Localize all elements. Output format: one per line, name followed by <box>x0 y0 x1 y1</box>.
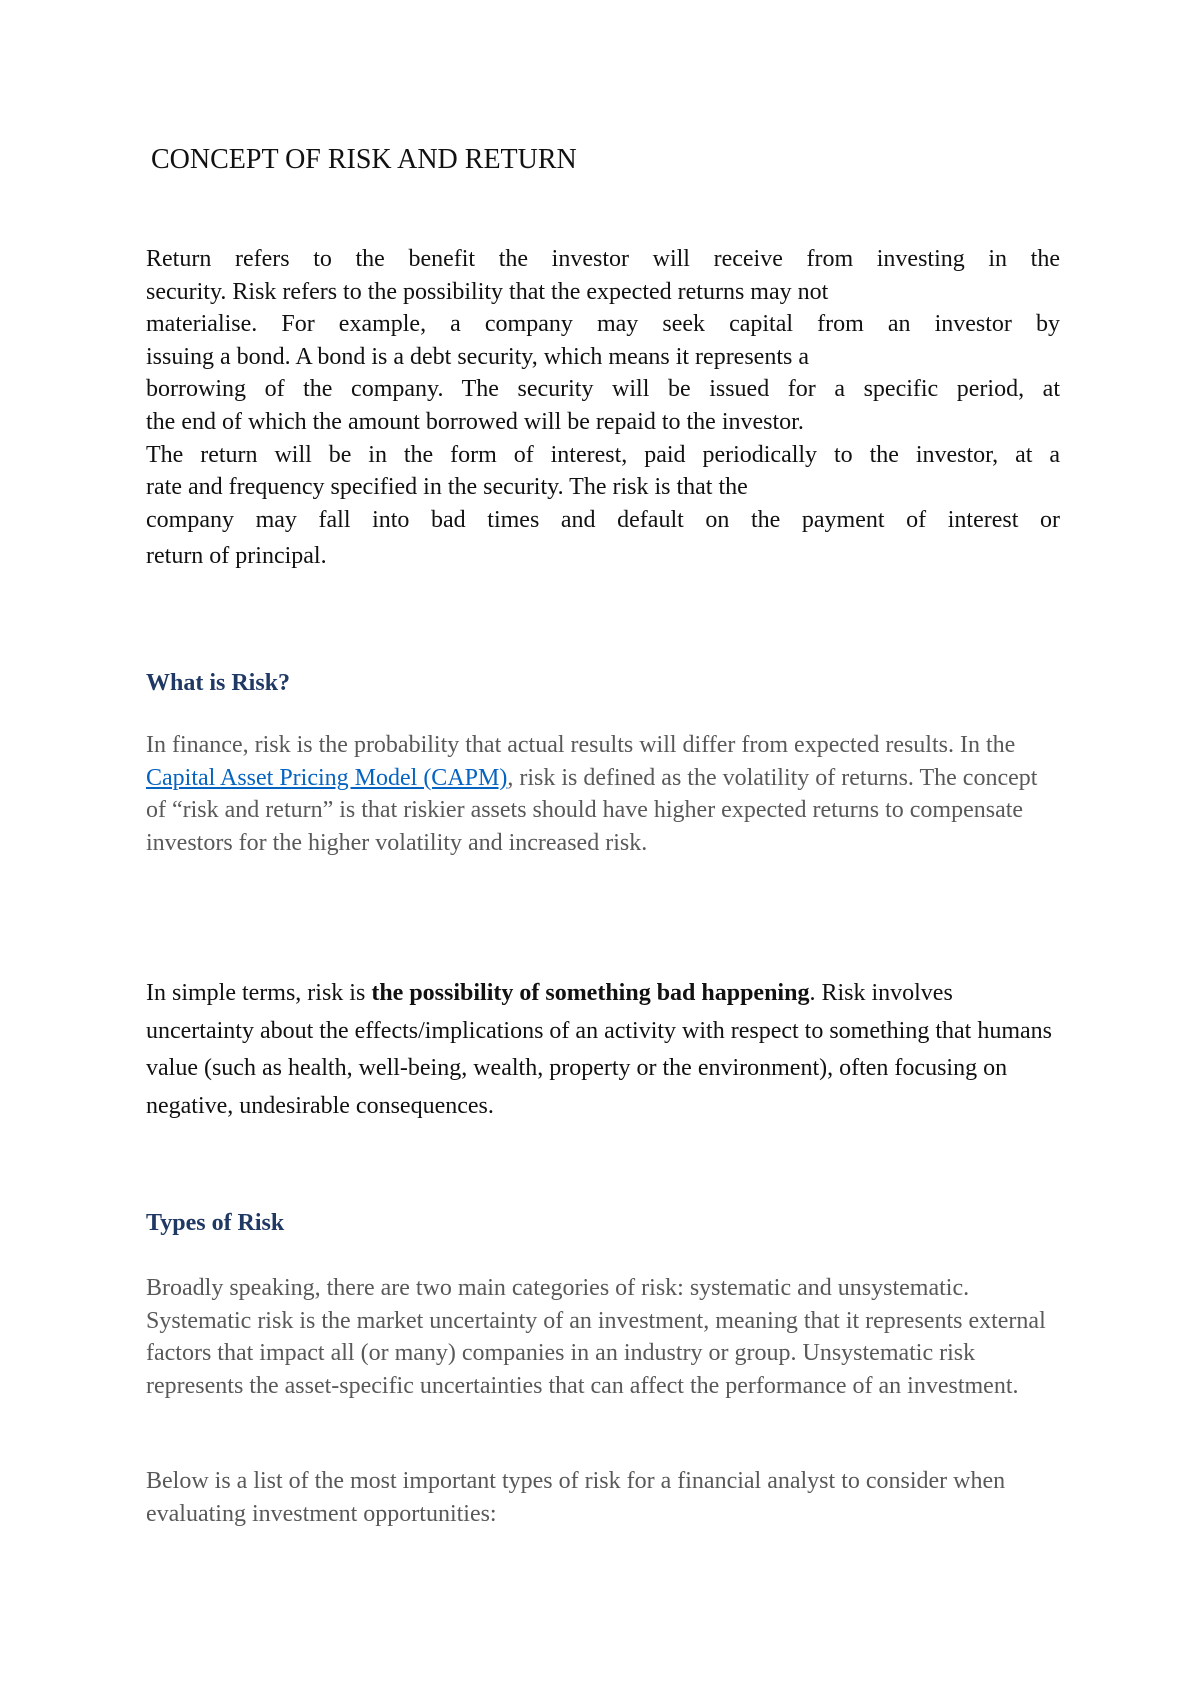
intro-line: Return refers to the benefit the investor will receive from investing in the <box>146 246 1060 272</box>
risk-definition-paragraph <box>146 729 1060 859</box>
intro-line: borrowing of the company. The security will be issued for a specific period, at <box>146 376 1060 403</box>
intro-line: materialise. For example, a company may seek capital from an investor by <box>146 311 1060 338</box>
simple-terms-bold: the possibility of something bad happening <box>371 980 810 1006</box>
intro-line: security. Risk refers to the possibility that the expected returns may not <box>146 278 829 305</box>
simple-terms-text-cont: . Risk involves uncertainty about the effects/implications of an activity with respect to something that humans value (such as health, well-being, wealth, property or the environment), often focusing on negative, undesirable consequences. <box>146 980 1052 1119</box>
section-heading-what-is-risk: What is Risk? <box>146 670 291 696</box>
simple-terms-paragraph <box>146 975 1060 1125</box>
intro-line: return of principal. <box>146 543 327 570</box>
section-heading-types-of-risk: Types of Risk <box>146 1210 285 1236</box>
intro-paragraph <box>146 243 1060 573</box>
risk-list-intro-paragraph <box>146 1465 1060 1530</box>
intro-line: company may fall into bad times and default on the payment of interest or <box>146 506 1060 533</box>
capm-link[interactable]: Capital Asset Pricing Model (CAPM) <box>146 764 508 791</box>
risk-definition-text: In finance, risk is the probability that actual results will differ from expected results. In the <box>146 732 1016 758</box>
intro-line: The return will be in the form of interest, paid periodically to the investor, at a <box>146 441 1060 468</box>
simple-terms-text: In simple terms, risk is <box>146 980 372 1006</box>
intro-line: the end of which the amount borrowed will be repaid to the investor. <box>146 408 804 435</box>
risk-definition-text-cont: , risk is defined as the volatility of returns. The concept of “risk and return” is that riskier assets should have higher expected returns to compensate investors for the higher volatility and increased risk. <box>146 764 1038 856</box>
intro-line: issuing a bond. A bond is a debt security, which means it represents a <box>146 343 809 370</box>
page-title: CONCEPT OF RISK AND RETURN <box>151 144 577 175</box>
risk-categories-text: Broadly speaking, there are two main categories of risk: systematic and unsystematic. Systematic risk is the market uncertainty of an investment, meaning that it represents external factors that impact all (or many) companies in an industry or group. Unsystematic risk represents the asset-specific uncertainties that can affect the performance of an investment. <box>146 1275 1046 1399</box>
risk-categories-paragraph <box>146 1272 1060 1402</box>
risk-list-intro-text: Below is a list of the most important types of risk for a financial analyst to consider when evaluating investment opportunities: <box>146 1468 1006 1527</box>
intro-line: rate and frequency specified in the security. The risk is that the <box>146 474 748 501</box>
